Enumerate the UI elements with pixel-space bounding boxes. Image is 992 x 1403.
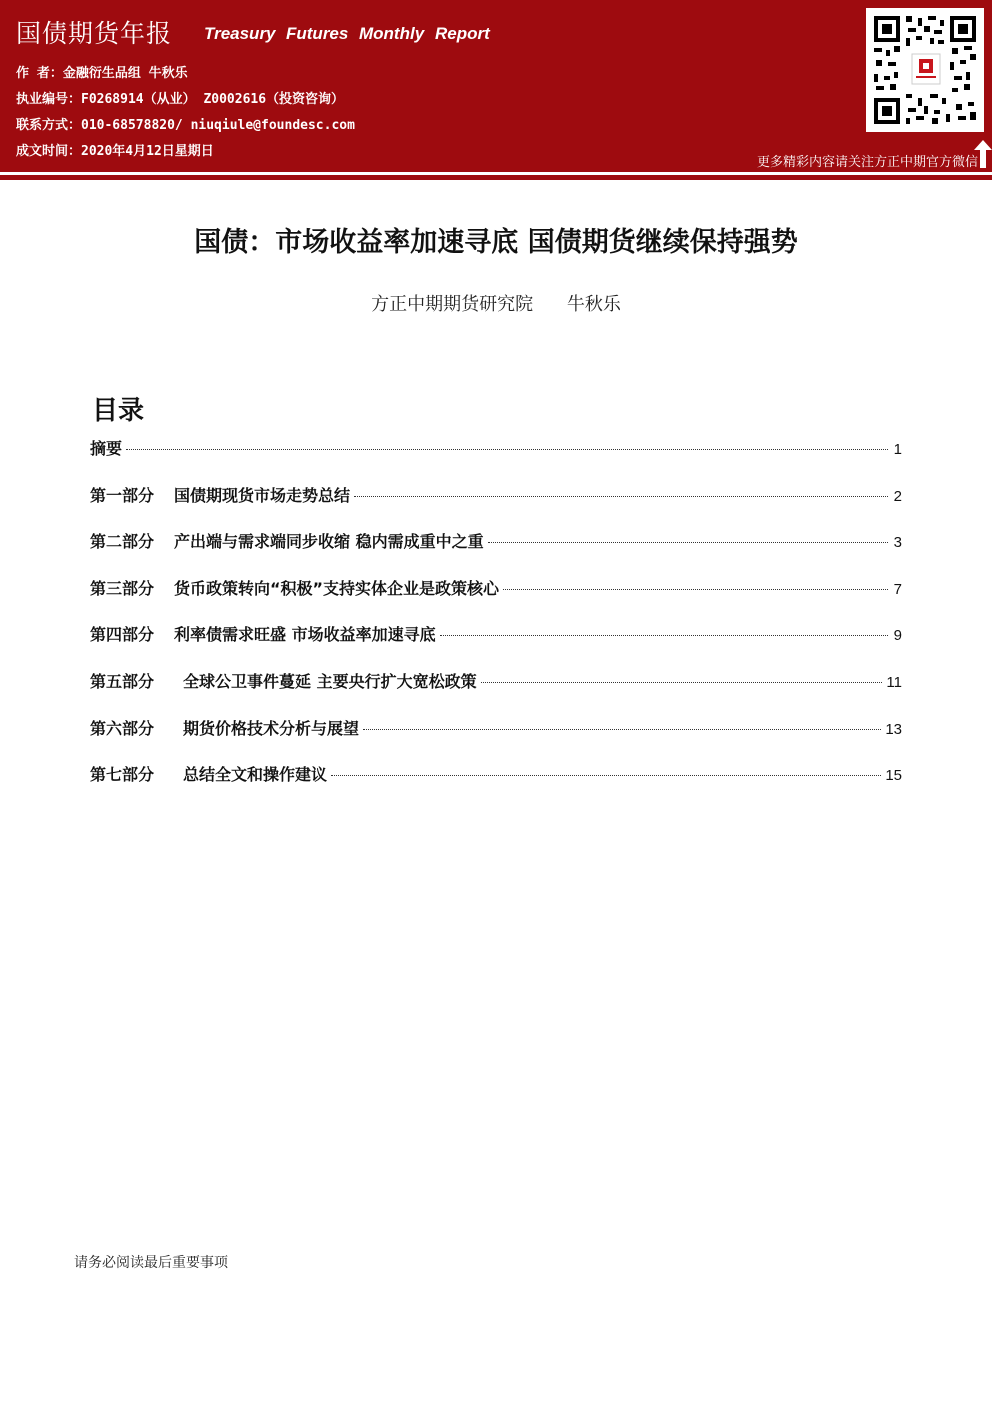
toc-label: 利率债需求旺盛 市场收益率加速寻底 — [174, 625, 436, 645]
toc-part: 第一部分 — [90, 485, 155, 505]
wechat-follow-note: 更多精彩内容请关注方正中期官方微信 — [756, 155, 978, 170]
toc-leader-dots — [331, 775, 881, 776]
header-en-word-treasury: Treasury — [204, 24, 276, 43]
toc-page-number: 2 — [893, 487, 902, 505]
header-en-word-report: Report — [435, 24, 490, 43]
toc-item-part-6[interactable] — [90, 716, 902, 763]
toc-leader-dots — [503, 589, 888, 590]
toc-item-part-5[interactable] — [90, 669, 902, 716]
disclaimer-note: 请务必阅读最后重要事项 — [74, 1255, 228, 1271]
toc-item-part-3[interactable] — [90, 576, 902, 623]
report-header — [0, 0, 992, 172]
toc-label: 货币政策转向“积极”支持实体企业是政策核心 — [174, 578, 500, 598]
toc-item-part-1[interactable] — [90, 483, 902, 530]
toc-item-part-2[interactable] — [90, 529, 902, 576]
toc-part: 第五部分 — [90, 671, 155, 691]
toc-part: 摘要 — [90, 439, 123, 458]
toc-leader-dots — [354, 496, 888, 497]
toc-page-number: 7 — [893, 580, 902, 598]
toc-label: 全球公卫事件蔓延 主要央行扩大宽松政策 — [183, 671, 477, 691]
toc-label: 国债期现货市场走势总结 — [174, 485, 351, 505]
qr-code-icon — [872, 14, 978, 126]
institute-name: 方正中期期货研究院 — [371, 294, 534, 315]
toc-part: 第七部分 — [90, 765, 155, 785]
toc-leader-dots — [481, 682, 883, 683]
up-arrow-icon — [974, 140, 992, 168]
toc-leader-dots — [363, 729, 881, 730]
toc-page-number: 1 — [893, 441, 902, 458]
toc-label: 期货价格技术分析与展望 — [183, 718, 360, 738]
toc-page-number: 11 — [886, 673, 902, 691]
toc-page-number: 9 — [893, 627, 902, 645]
toc-item-part-7[interactable] — [90, 762, 902, 809]
header-en-word-monthly: Monthly — [359, 24, 425, 43]
header-divider — [0, 175, 992, 180]
toc-leader-dots — [126, 449, 888, 450]
toc-page-number: 13 — [885, 720, 902, 738]
header-en-word-futures: Futures — [286, 24, 349, 43]
toc-page-number: 3 — [893, 534, 902, 552]
toc-leader-dots — [488, 542, 888, 543]
meta-license: 执业编号：F0268914（从业） Z0002616（投资咨询） — [16, 92, 345, 107]
report-series-title: 国债期货年报 — [16, 19, 173, 48]
toc-part: 第四部分 — [90, 625, 155, 645]
toc-page-number: 15 — [885, 767, 902, 785]
table-of-contents — [90, 436, 902, 809]
wechat-qr-code — [866, 8, 984, 132]
toc-part: 第三部分 — [90, 578, 155, 598]
toc-item-part-4[interactable] — [90, 622, 902, 669]
toc-label: 产出端与需求端同步收缩 稳内需成重中之重 — [174, 532, 484, 552]
author-line — [0, 290, 992, 316]
toc-part: 第六部分 — [90, 718, 155, 738]
meta-contact: 联系方式：010-68578820/ niuqiule@foundesc.com — [16, 118, 355, 133]
toc-item-summary[interactable] — [90, 436, 902, 483]
document-title: 国债：市场收益率加速寻底 国债期货继续保持强势 — [194, 227, 798, 258]
toc-part: 第二部分 — [90, 532, 155, 552]
toc-label: 总结全文和操作建议 — [183, 765, 328, 785]
meta-date: 成文时间：2020年4月12日星期日 — [16, 144, 214, 159]
author-name: 牛秋乐 — [566, 294, 621, 315]
toc-leader-dots — [440, 635, 888, 636]
meta-author: 作 者：金融衍生品组 牛秋乐 — [16, 66, 188, 81]
toc-heading: 目录 — [92, 396, 145, 426]
